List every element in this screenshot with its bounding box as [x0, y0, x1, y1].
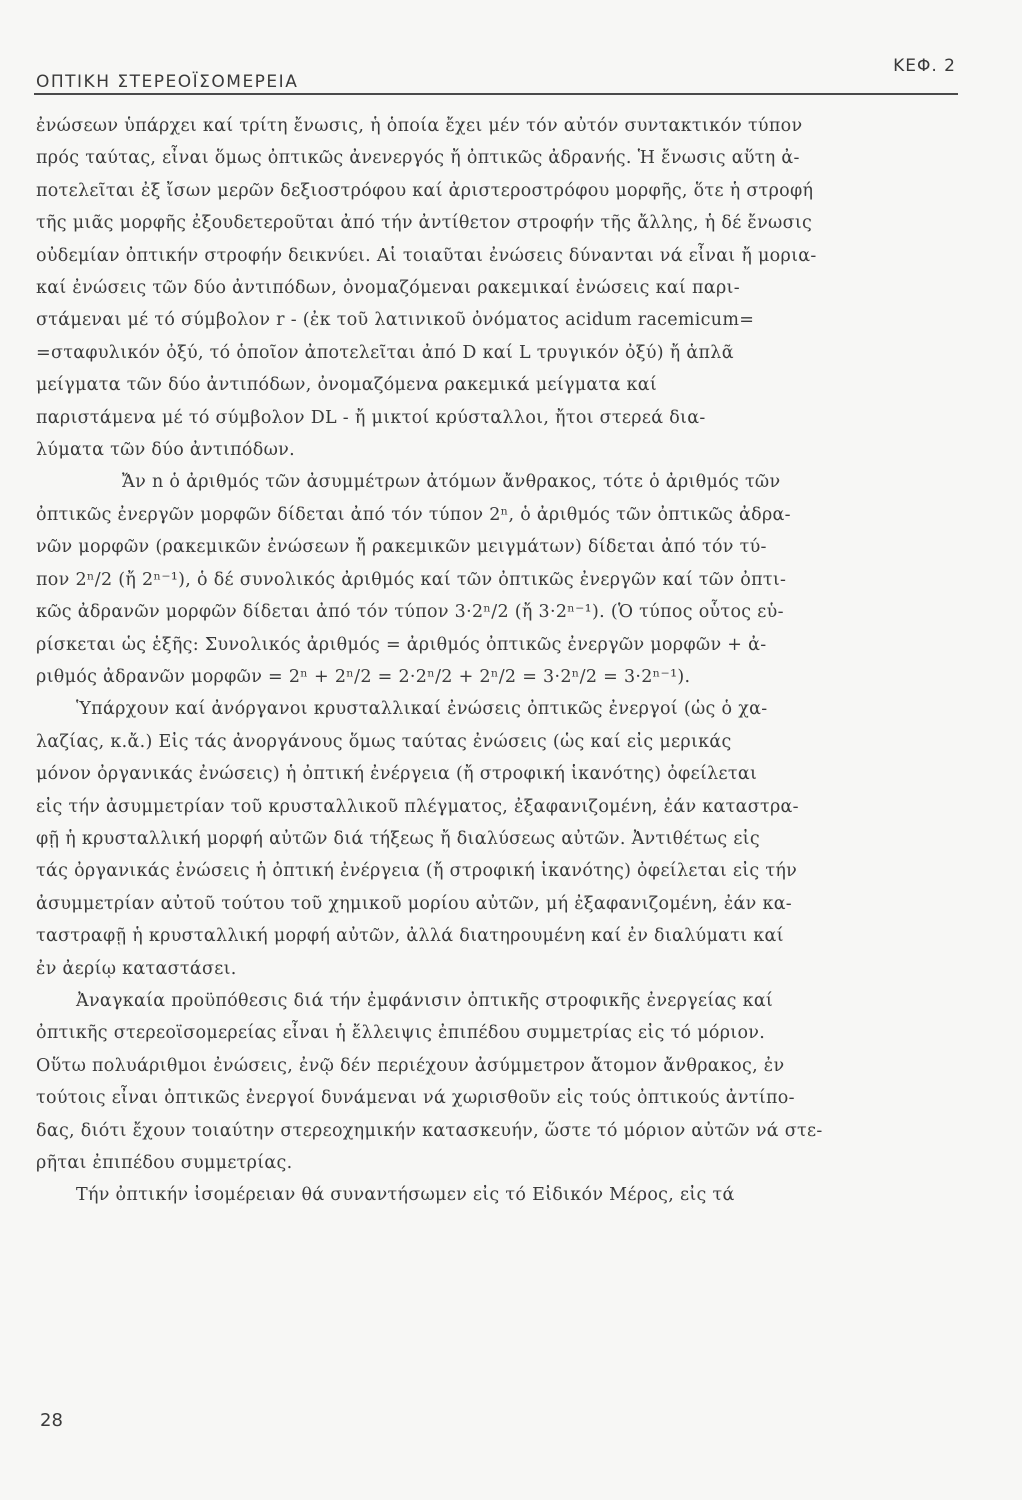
text-line: ἀσυμμετρίαν αὐτοῦ τούτου τοῦ χημικοῦ μορίου αὐτῶν, μή ἐξαφανιζομένη, ἐάν κα- — [36, 893, 793, 914]
text-line: ταστραφῇ ἡ κρυσταλλική μορφή αὐτῶν, ἀλλά διατηρουμένη καί ἐν διαλύματι καί — [36, 926, 784, 947]
text-line: λαζίας, κ.ἄ.) Εἰς τάς ἀνοργάνους ὅμως ταύτας ἐνώσεις (ὡς καί εἰς μερικάς — [36, 731, 732, 752]
text-line: τάς ὀργανικάς ἐνώσεις ἡ ὀπτική ἐνέργεια (ἤ στροφική ἱκανότης) ὀφείλεται εἰς τήν — [36, 861, 798, 882]
text-line: ὀπτικῶς ἐνεργῶν μορφῶν δίδεται ἀπό τόν τύπον 2ⁿ, ὁ ἀριθμός τῶν ὀπτικῶς ἀδρα- — [36, 504, 791, 525]
text-line: ὀπτικῆς στερεοϊσομερείας εἶναι ἡ ἔλλειψις ἐπιπέδου συμμετρίας εἰς τό μόριον. — [36, 1023, 766, 1044]
text-line: τῆς μιᾶς μορφῆς ἐξουδετεροῦται ἀπό τήν ἀντίθετον στροφήν τῆς ἄλλης, ἡ δέ ἔνωσις — [36, 213, 813, 234]
text-line: ρίσκεται ὡς ἑξῆς: Συνολικός ἀριθμός = ἀριθμός ὀπτικῶς ἐνεργῶν μορφῶν + ἀ- — [36, 634, 767, 655]
paragraph-start: Ἀναγκαία προϋπόθεσις διά τήν ἐμφάνισιν ὀπτικῆς στροφικῆς ἐνεργείας καί — [76, 990, 774, 1011]
text-line: κῶς ἀδρανῶν μορφῶν δίδεται ἀπό τόν τύπον 3·2ⁿ/2 (ἤ 3·2ⁿ⁻¹). (Ὁ τύπος οὗτος εὑ- — [36, 602, 784, 623]
text-line: νῶν μορφῶν (ρακεμικῶν ἐνώσεων ἤ ρακεμικῶν μειγμάτων) δίδεται ἀπό τόν τύ- — [36, 537, 767, 558]
page-number: 28 — [40, 1410, 63, 1431]
text-line: καί ἐνώσεις τῶν δύο ἀντιπόδων, ὀνομαζόμεναι ρακεμικαί ἐνώσεις καί παρι- — [36, 278, 740, 299]
paragraph-start: Τήν ὀπτικήν ἰσομέρειαν θά συναντήσωμεν εἰς τό Εἰδικόν Μέρος, εἰς τά — [76, 1185, 735, 1206]
chapter-label: ΚΕΦ. 2 — [893, 56, 956, 76]
text-line: στάμεναι μέ τό σύμβολον r - (ἐκ τοῦ λατινικοῦ ὀνόματος acidum racemicum= — [36, 310, 755, 331]
text-line: μόνον ὀργανικάς ἐνώσεις) ἡ ὀπτική ἐνέργεια (ἤ στροφική ἱκανότης) ὀφείλεται — [36, 764, 758, 785]
text-line: παριστάμενα μέ τό σύμβολον DL - ἤ μικτοί κρύσταλλοι, ἤτοι στερεά δια- — [36, 407, 706, 428]
text-line: πρός ταύτας, εἶναι ὅμως ὀπτικῶς ἀνενεργός ἤ ὀπτικῶς ἀδρανής. Ἡ ἔνωσις αὕτη ἀ- — [36, 148, 800, 169]
text-line: δας, διότι ἔχουν τοιαύτην στερεοχημικήν κατασκευήν, ὥστε τό μόριον αὐτῶν νά στε- — [36, 1120, 823, 1141]
header-rule — [34, 93, 958, 95]
body-text — [36, 110, 966, 1212]
text-line: ἐνώσεων ὑπάρχει καί τρίτη ἔνωσις, ἡ ὁποία ἔχει μέν τόν αὐτόν συντακτικόν τύπον — [36, 116, 803, 136]
text-line: ἐν ἀερίῳ καταστάσει. — [36, 958, 237, 979]
text-line: μείγματα τῶν δύο ἀντιπόδων, ὀνομαζόμενα ρακεμικά μείγματα καί — [36, 375, 658, 396]
running-title: ΟΠΤΙΚΗ ΣΤΕΡΕΟΪΣΟΜΕΡΕΙΑ — [36, 72, 299, 92]
text-line: ρῆται ἐπιπέδου συμμετρίας. — [36, 1153, 293, 1173]
text-line: ποτελεῖται ἐξ ἴσων μερῶν δεξιοστρόφου καί ἀριστεροστρόφου μορφῆς, ὅτε ἡ στροφή — [36, 180, 814, 201]
text-line: πον 2ⁿ/2 (ἤ 2ⁿ⁻¹), ὁ δέ συνολικός ἀριθμός καί τῶν ὀπτικῶς ἐνεργῶν καί τῶν ὀπτι- — [36, 569, 787, 590]
text-line: =σταφυλικόν ὀξύ, τό ὁποῖον ἀποτελεῖται ἀπό D καί L τρυγικόν ὀξύ) ἤ ἁπλᾶ — [36, 342, 734, 363]
paragraph-start: Ἄν n ὁ ἀριθμός τῶν ἀσυμμέτρων ἀτόμων ἄνθρακος, τότε ὁ ἀριθμός τῶν — [122, 472, 781, 493]
text-line: Οὕτω πολυάριθμοι ἐνώσεις, ἐνῷ δέν περιέχουν ἀσύμμετρον ἄτομον ἄνθρακος, ἐν — [36, 1055, 785, 1076]
text-line: οὐδεμίαν ὀπτικήν στροφήν δεικνύει. Αἱ τοιαῦται ἐνώσεις δύνανται νά εἶναι ἤ μορια- — [36, 245, 817, 266]
text-line: εἰς τήν ἀσυμμετρίαν τοῦ κρυσταλλικοῦ πλέγματος, ἐξαφανιζομένη, ἐάν καταστρα- — [36, 796, 799, 817]
text-line: τούτοις εἶναι ὀπτικῶς ἐνεργοί δυνάμεναι νά χωρισθοῦν εἰς τούς ὀπτικούς ἀντίπο- — [36, 1088, 795, 1109]
text-line: ριθμός ἀδρανῶν μορφῶν = 2ⁿ + 2ⁿ/2 = 2·2ⁿ/2 + 2ⁿ/2 = 3·2ⁿ/2 = 3·2ⁿ⁻¹). — [36, 666, 691, 687]
paragraph-start: Ὑπάρχουν καί ἀνόργανοι κρυσταλλικαί ἐνώσεις ὀπτικῶς ἐνεργοί (ὡς ὁ χα- — [76, 699, 768, 720]
text-line: φῇ ἡ κρυσταλλική μορφή αὐτῶν διά τήξεως ἤ διαλύσεως αὐτῶν. Ἀντιθέτως εἰς — [36, 828, 760, 849]
text-line: λύματα τῶν δύο ἀντιπόδων. — [36, 440, 295, 461]
